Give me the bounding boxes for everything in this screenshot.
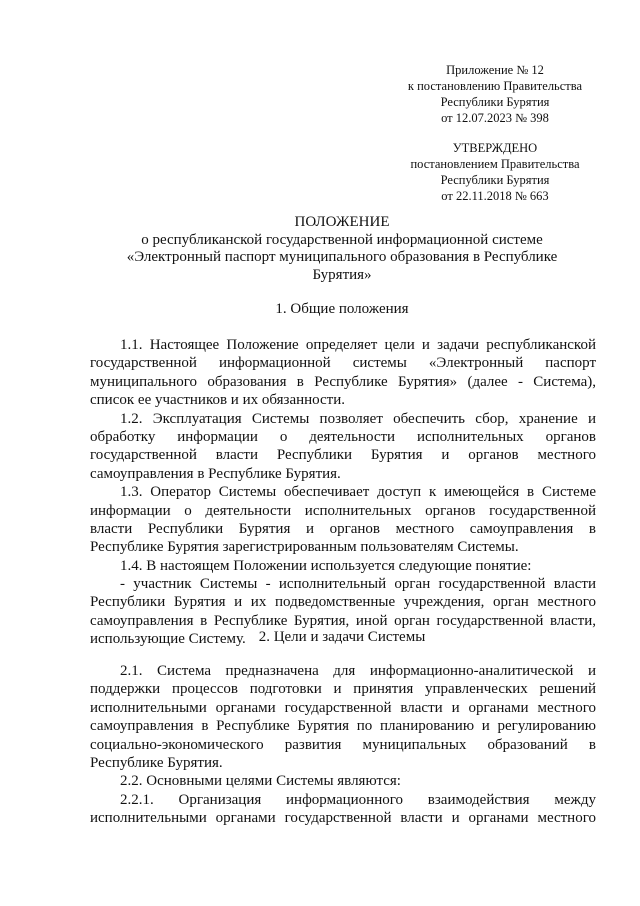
paragraph-line: самоуправления в Республике Бурятия. [90,465,341,482]
paragraph-line: государственной информационной системы «Электронный паспорт [90,355,596,372]
paragraph-line: исполнительными органами государственной власти и органами местного [90,699,596,716]
paragraph-line: информации о деятельности исполнительных органов государственной [90,502,596,519]
paragraph-line: Республике Бурятия. [90,754,223,771]
annex-line: к постановлению Правительства [407,79,583,93]
title-line: Бурятия» [312,266,372,283]
section-1-heading: 1. Общие положения [275,301,409,317]
approval-stamp [380,140,610,204]
paragraph-line: Республике Бурятия зарегистрированным пользователям Системы. [90,539,519,556]
title-line: о республиканской государственной информационной системе [141,231,543,248]
paragraph-line: Республики Бурятия и их подведомственные учреждения, орган местного [90,594,596,611]
approval-line: Республики Бурятия [440,173,550,187]
paragraph-line: 1.2. Эксплуатация Системы позволяет обеспечить сбор, хранение и [120,410,596,427]
title-line: ПОЛОЖЕНИЕ [294,214,390,230]
title-line: «Электронный паспорт муниципального образования в Республике [126,249,558,265]
paragraph-line: 1.3. Оператор Системы обеспечивает доступ к имеющейся в Системе [120,484,596,501]
paragraph-line: государственной власти Республики Бурятия и органов местного [90,447,596,464]
approval-line: постановлением Правительства [410,157,580,171]
paragraph-line: самоуправления в Республике Бурятия по планированию и регулированию [90,718,596,735]
annex-line: от 12.07.2023 № 398 [441,111,549,125]
paragraph-line: 2.1. Система предназначена для информационно-аналитической и [120,663,596,679]
paragraph-line: исполнительными органами государственной власти и органами местного [90,810,596,827]
paragraph-line: 2.2. Основными целями Системы являются: [120,773,401,790]
annex-reference [380,62,610,126]
paragraph-line: социально-экономического развития муниципальных образований в [90,736,596,753]
paragraph-line: - участник Системы - исполнительный орган государственной власти [120,576,596,593]
annex-line: Республики Бурятия [440,95,550,109]
paragraph-line: муниципального образования в Республике Бурятия» (далее - Система), [90,373,596,390]
paragraph-line: поддержки процессов подготовки и принятия управленческих решений [90,681,596,698]
paragraph-line: использующие Систему. [90,631,246,648]
approval-line: УТВЕРЖДЕНО [452,141,538,155]
paragraph-line: самоуправления в Республике Бурятия, иной орган государственной власти, [90,612,596,629]
paragraph-line: 2.2.1. Организация информационного взаимодействия между [120,791,596,808]
paragraph-line: 1.4. В настоящем Положении используется следующие понятие: [120,557,532,574]
section-1-body [90,336,596,649]
paragraph-line: власти Республики Бурятия и органов местного самоуправления в [90,520,596,537]
annex-line: Приложение № 12 [446,63,544,77]
paragraph-line: список ее участников и их обязанности. [90,392,346,409]
paragraph-line: обработку информации о деятельности исполнительных органов [90,428,596,445]
section-2-body [90,662,596,828]
approval-line: от 22.11.2018 № 663 [441,189,549,203]
section-2-heading: 2. Цели и задачи Системы [258,629,426,645]
paragraph-line: 1.1. Настоящее Положение определяет цели и задачи республиканской [120,337,596,353]
document-title [90,214,594,284]
